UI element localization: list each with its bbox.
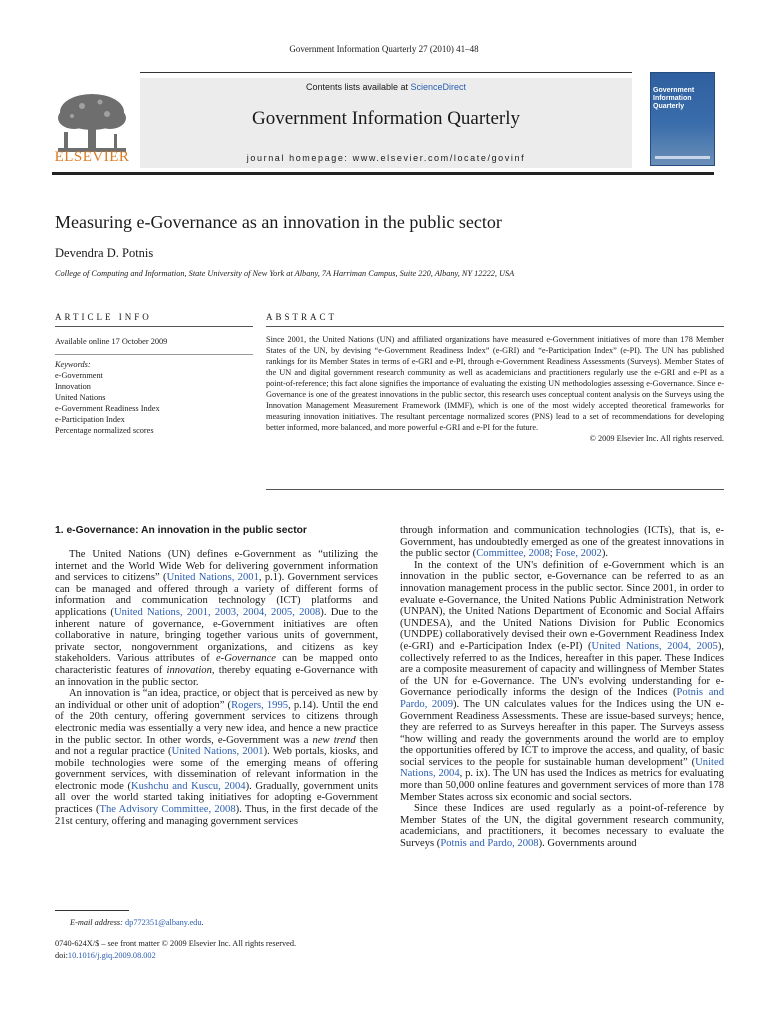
cover-title: Government Information Quarterly [653, 87, 695, 110]
elsevier-wordmark: ELSEVIER [54, 149, 130, 165]
author-email-footnote: E-mail address: dp772351@albany.edu. [70, 918, 204, 927]
abstract-text: Since 2001, the United Nations (UN) and affiliated organizations have measured e-Government initiatives of more than 178 Member States of the UN, by devising “e-Government Readiness Index” (e-GRI) and “e-Participation Index” (e-PI). The UN has published rankings for its Member States in terms of e-GRI and e-PI, through e-Government Readiness Assessments (Surveys). Member States of the UN and digital government research community as well as academicians and practitioners regularly use the e-GRI and e-PI as a point-of-reference; this fact alone signifies the importance of evaluating the existing UN methodologies assessing e-Governance. Since e-Governance is one of the greatest innovations in the public sector, this research uses conceptual content analysis on the Surveys using the Innovation Management Measurement Framework (IMMF), which is one of the most widely accepted theoretical frameworks for measuring innovation initiatives. The resultant percentage normalized scores (PNS) lead to a set of recommendations for developing better informed, more balanced, and more powerful e-GRI and e-PI for the future. [266, 335, 724, 432]
citation-link[interactable]: United Nations, 2004 [400, 756, 724, 780]
contents-available-line [140, 82, 632, 92]
email-label: E-mail address: [70, 918, 123, 927]
keyword-item: United Nations [55, 393, 106, 402]
doi-link[interactable]: 10.1016/j.giq.2009.08.002 [67, 951, 156, 960]
body-paragraph: Since these Indices are used regularly as a point-of-reference by Member States of the UN, the digital government research community, academicians, and practitioners, it becomes necessary to evaluate the Surveys (Potnis and Pardo, 2008). Governments around [400, 803, 724, 850]
body-paragraph: In the context of the UN's definition of e-Government which is an innovation in the public sector, e-Governance can be referred to as an innovation management process in the public sector. Since 2001, in order to evaluate e-Governance, the United Nations Public Administration Network (UNPAN), the United Nations Department of Economic and Social Affairs (UNDESA), and the United Nations Division for Public Economics (UNDPE) collaboratively devised their own e-Government Readiness Index (e-GRI) and e-Participation Index (e-PI) (United Nations, 2004, 2005), collectively referred to as the Indices, hereafter in this paper. These Indices are a composite measurement of capacity and willingness of Member States of the UN for e-Governance. The UN's evolving understanding for e-Governance periodically informs the design of the Indices (Potnis and Pardo, 2009). The UN calculates values for the Indices using the UN e-Government Readiness Assessments. These are issue-based surveys; hence, they are referred to as Surveys hereafter in this paper. The Surveys assess “how willing and ready the governments around the world are to employ the opportunities offered by ICT to improve the access, and quality, of basic social services to the people for sustainable human development” (United Nations, 2004, p. ix). The UN has used the Indices as metrics for evaluating more than 50,000 online features and government services of more than 178 Member States across six economic and social sectors. [400, 559, 724, 803]
citation-link[interactable]: United Nations, 2001 [171, 746, 264, 758]
email-link[interactable]: dp772351@albany.edu [125, 918, 202, 927]
author-name: Devendra D. Potnis [55, 246, 154, 260]
author-affiliation: College of Computing and Information, State University of New York at Albany, 7A Harriman Campus, Suite 220, Albany, NY 12222, USA [55, 269, 515, 278]
citation-link[interactable]: Kushchu and Kuscu, 2004 [130, 780, 246, 792]
abstract-bottom-rule [266, 489, 724, 490]
citation-link[interactable]: United Nations, 2001 [166, 572, 259, 584]
citation-link[interactable]: Potnis and Pardo, 2009 [400, 687, 724, 710]
section-heading: 1. e-Governance: An innovation in the public sector [55, 525, 307, 536]
keyword-item: Percentage normalized scores [55, 426, 154, 435]
citation-link[interactable]: Committee, 2008 [476, 548, 550, 560]
cover-strip [655, 156, 710, 159]
body-paragraph: An innovation is “an idea, practice, or object that is perceived as new by an individual or other unit of adoption” (Rogers, 1995, p.14). Until the end of the 20th century, offering government services to citizens through electronic media was essentially a very new idea, and hence a new practice in the public sector. In other words, e-Government was a new trend then and not a regular practice (United Nations, 2001). Web portals, kiosks, and mobile technologies were some of the emerging means of offering government services, with dissemination of relevant information in the electronic mode (Kushchu and Kuscu, 2004). Gradually, government units all over the world started taking initiatives for adopting e-Government practices (The Advisory Committee, 2008). Thus, in the first decade of the 21st century, offering and managing government services [55, 688, 379, 827]
keyword-item: e-Government Readiness Index [55, 404, 160, 413]
available-online-date: Available online 17 October 2009 [55, 337, 168, 346]
footnote-rule [55, 910, 129, 911]
keyword-item: Innovation [55, 382, 91, 391]
journal-citation-line: Government Information Quarterly 27 (2010) 41–48 [289, 44, 479, 54]
keyword-item: e-Participation Index [55, 415, 125, 424]
doi-label: doi: [55, 951, 68, 960]
abstract-heading: ABSTRACT [266, 312, 338, 322]
keyword-item: e-Government [55, 371, 103, 380]
body-paragraph: The United Nations (UN) defines e-Government as “utilizing the internet and the World Wide Web for delivering government information and services to citizens” (United Nations, 2001, p.1). Government services can be managed and offered through a variety of different forms of information and communication technology (ICT) platforms and applications (United Nations, 2001, 2003, 2004, 2005, 2008). Due to the inherent nature of governance, e-Government initiatives are often collaborative in nature, bringing together various units of government, private sector, nongovernment organizations, and citizens as key stakeholders. Various attributes of e-Governance can be mapped onto characteristic features of innovation, thereby equating e-Governance with an innovation in the public sector. [55, 549, 379, 688]
contents-prefix: Contents lists available at [305, 82, 411, 92]
keywords-label: Keywords: [55, 360, 91, 369]
article-title: Measuring e-Governance as an innovation in the public sector [55, 212, 502, 232]
abstract-rule [266, 326, 724, 327]
citation-link[interactable]: United Nations, 2001, 2003, 2004, 2005, 2008 [113, 606, 321, 618]
sciencedirect-link[interactable]: ScienceDirect [410, 82, 467, 92]
article-info-rule [55, 326, 253, 327]
citation-link[interactable]: Rogers, 1995 [231, 699, 289, 711]
front-matter-line: 0740-624X/$ – see front matter © 2009 Elsevier Inc. All rights reserved. [55, 939, 297, 948]
article-info-divider [55, 354, 253, 355]
article-info-heading: ARTICLE INFO [55, 312, 152, 322]
journal-cover-image [650, 72, 715, 166]
header-bottom-rule [52, 172, 714, 175]
citation-link[interactable]: The Advisory Committee, 2008 [99, 804, 236, 816]
header-top-rule [140, 72, 632, 73]
journal-homepage-line[interactable]: journal homepage: www.elsevier.com/locate/govinf [246, 153, 526, 163]
keywords-list [55, 359, 253, 436]
abstract-body [266, 334, 724, 444]
doi-line [55, 951, 156, 960]
citation-link[interactable]: Potnis and Pardo, 2008 [440, 838, 539, 850]
abstract-copyright: © 2009 Elsevier Inc. All rights reserved. [589, 434, 724, 443]
journal-title: Government Information Quarterly [251, 108, 521, 129]
body-paragraph: through information and communication technologies (ICTs), that is, e-Government, has undoubtedly emerged as one of the greatest innovations in the public sector (Committee, 2008; Fose, 2002). [400, 525, 724, 560]
citation-link[interactable]: Fose, 2002 [555, 548, 602, 560]
body-column-left [55, 549, 378, 827]
citation-link[interactable]: United Nations, 2004, 2005 [591, 640, 718, 652]
body-column-right [400, 525, 724, 850]
